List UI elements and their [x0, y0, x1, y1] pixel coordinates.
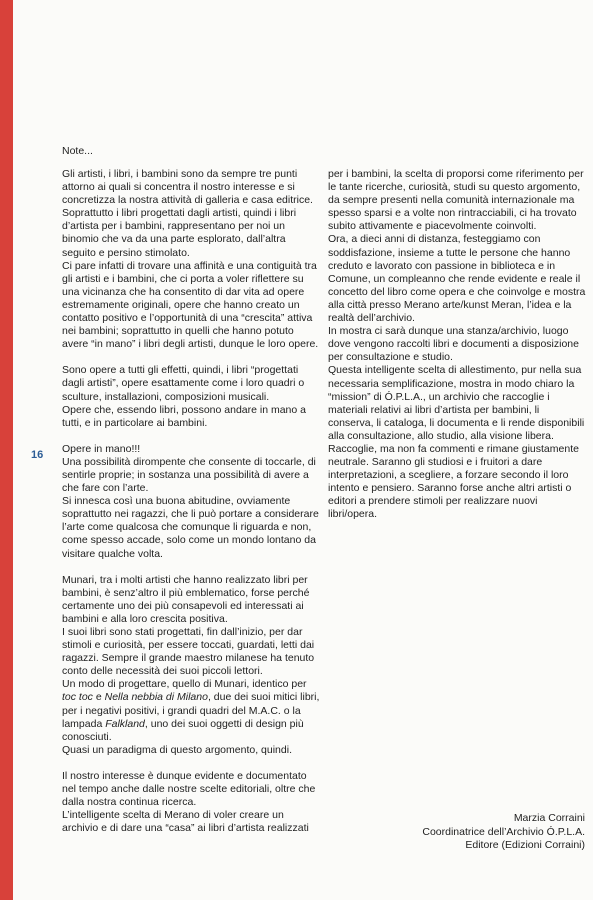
paragraph: L’intelligente scelta di Merano di voler creare un archivio e di dare una “casa” ai libri d’artista realizzati — [62, 809, 309, 835]
paragraph: I suoi libri sono stati progettati, fin dall’inizio, per dar stimoli e curiosità, per essere toccati, guardati, letti dai ragazzi. Sempre il grande maestro milanese ha tenuto conto delle necessità dei suoi piccoli lettori. — [62, 626, 315, 678]
author-role: Coordinatrice dell’Archivio Ó.P.L.A. — [422, 825, 585, 838]
text-run: e — [92, 691, 105, 704]
page-number: 16 — [31, 449, 44, 461]
page-title: Note... — [62, 145, 93, 157]
paragraph: Ci pare infatti di trovare una affinità e una contiguità tra gli artisti e i bambini, che ci porta a voler riflettere su una vicinanza che ha consentito di dar vita ad opere estremamente originali, opere che hanno creato un contatto positivo e l’opportunità di una “crescita” attiva nei bambini; soprattutto in quelli che hanno potuto avere “in mano” i libri degli artisti, dunque le loro opere. — [62, 259, 319, 351]
paragraph: Munari, tra i molti artisti che hanno realizzato libri per bambini, è senz’altro il più emblematico, forse perché certamente uno dei più consapevoli ed interessati ai bambini e alla loro crescita positiva. — [62, 573, 310, 625]
book-title: Nella nebbia di Milano — [104, 691, 208, 704]
paragraph: Gli artisti, i libri, i bambini sono da sempre tre punti attorno ai quali si concentra il nostro interesse e si concretizza la nostra attività di galleria e casa editrice. — [62, 168, 313, 207]
paragraph: Raccoglie, ma non fa commenti e rimane giustamente neutrale. Saranno gli studiosi e i fruitori a dare interpretazioni, a scegliere, a forzare secondo il loro intento e pensiero. Saranno forse anche altri artisti o editori a prendere stimoli per realizzare nuovi libri/opera. — [328, 442, 579, 521]
text-run: , due dei suoi mitici libri, per i negativi positivi, i grandi quadri del M.A.C. o la lampada — [62, 691, 320, 730]
paragraph: Sono opere a tutti gli effetti, quindi, i libri “progettati dagli artisti”, opere esattamente come i loro quadri o sculture, installazioni, composizioni musicali. — [62, 364, 305, 403]
paragraph-with-titles — [62, 678, 320, 743]
text-run: Un modo di progettare, quello di Munari, identico per — [62, 678, 307, 691]
paragraph: Una possibilità dirompente che consente di toccarle, di sentirle proprie; in sostanza una possibilità di avere a che fare con l’arte. — [62, 455, 316, 495]
paragraph: Opere che, essendo libri, possono andare in mano a tutti, e in particolare ai bambini. — [62, 403, 306, 429]
paragraph: Questa intelligente scelta di allestimento, pur nella sua necessaria semplificazione, mostra in modo chiaro la “mission” di Ó.P.L.A., un archivio che raccoglie i materiali relativi ai libri d’artista per bambini, li conserva, li cataloga, li documenta e li rende disponibili alla consultazione, allo studio, alla visione libera. — [328, 364, 585, 442]
left-text-column — [62, 168, 320, 835]
red-page-edge — [0, 0, 13, 900]
author-name: Marzia Corraini — [513, 812, 585, 824]
paragraph: Si innesca così una buona abitudine, ovviamente soprattutto nei ragazzi, che li può portare a considerare l’arte come qualcosa che comunque li riguarda e non, come spesso accade, solo come un mondo lontano da visitare qualche volta. — [62, 495, 319, 560]
paragraph: Quasi un paradigma di questo argomento, quindi. — [62, 743, 292, 756]
publisher-name: Editore (Edizioni Corraini) — [465, 839, 585, 851]
paragraph-heading: Opere in mano!!! — [62, 442, 141, 455]
paragraph: Ora, a dieci anni di distanza, festeggiamo con soddisfazione, insieme a tutte le persone che hanno creduto e lavorato con passione in biblioteca e in Comune, un compleanno che rende evidente e reale il concetto del libro come opera e che coinvolge e mostra alla città presso Merano arte/kunst Meran, l’idea e la realtà dell’archivio. — [328, 233, 586, 325]
book-title: toc toc — [62, 691, 93, 704]
paragraph: per i bambini, la scelta di proporsi come riferimento per le tante ricerche, curiosità, studi su questo argomento, da sempre presenti nella comunità internazionale ma spesso sparsi e a volte non rintracciabili, ci ha trovato subito attivamente e piacevolmente coinvolti. — [328, 168, 584, 233]
signature-block — [422, 812, 585, 853]
paragraph: In mostra ci sarà dunque una stanza/archivio, luogo dove vengono raccolti libri e documenti a disposizione per consultazione e studio. — [328, 325, 579, 364]
text-run: , uno dei suoi oggetti di design più conosciuti. — [62, 717, 304, 743]
paragraph: Soprattutto i libri progettati dagli artisti, quindi i libri d’artista per i bambini, rappresentano per noi un binomio che va da una parte esplorato, dall’altra seguito e persino stimolato. — [62, 207, 297, 259]
paragraph: Il nostro interesse è dunque evidente e documentato nel tempo anche dalle nostre scelte editoriali, oltre che dalla nostra continua ricerca. — [62, 769, 316, 809]
right-text-column — [328, 168, 587, 522]
design-object-title: Falkland — [105, 717, 145, 730]
